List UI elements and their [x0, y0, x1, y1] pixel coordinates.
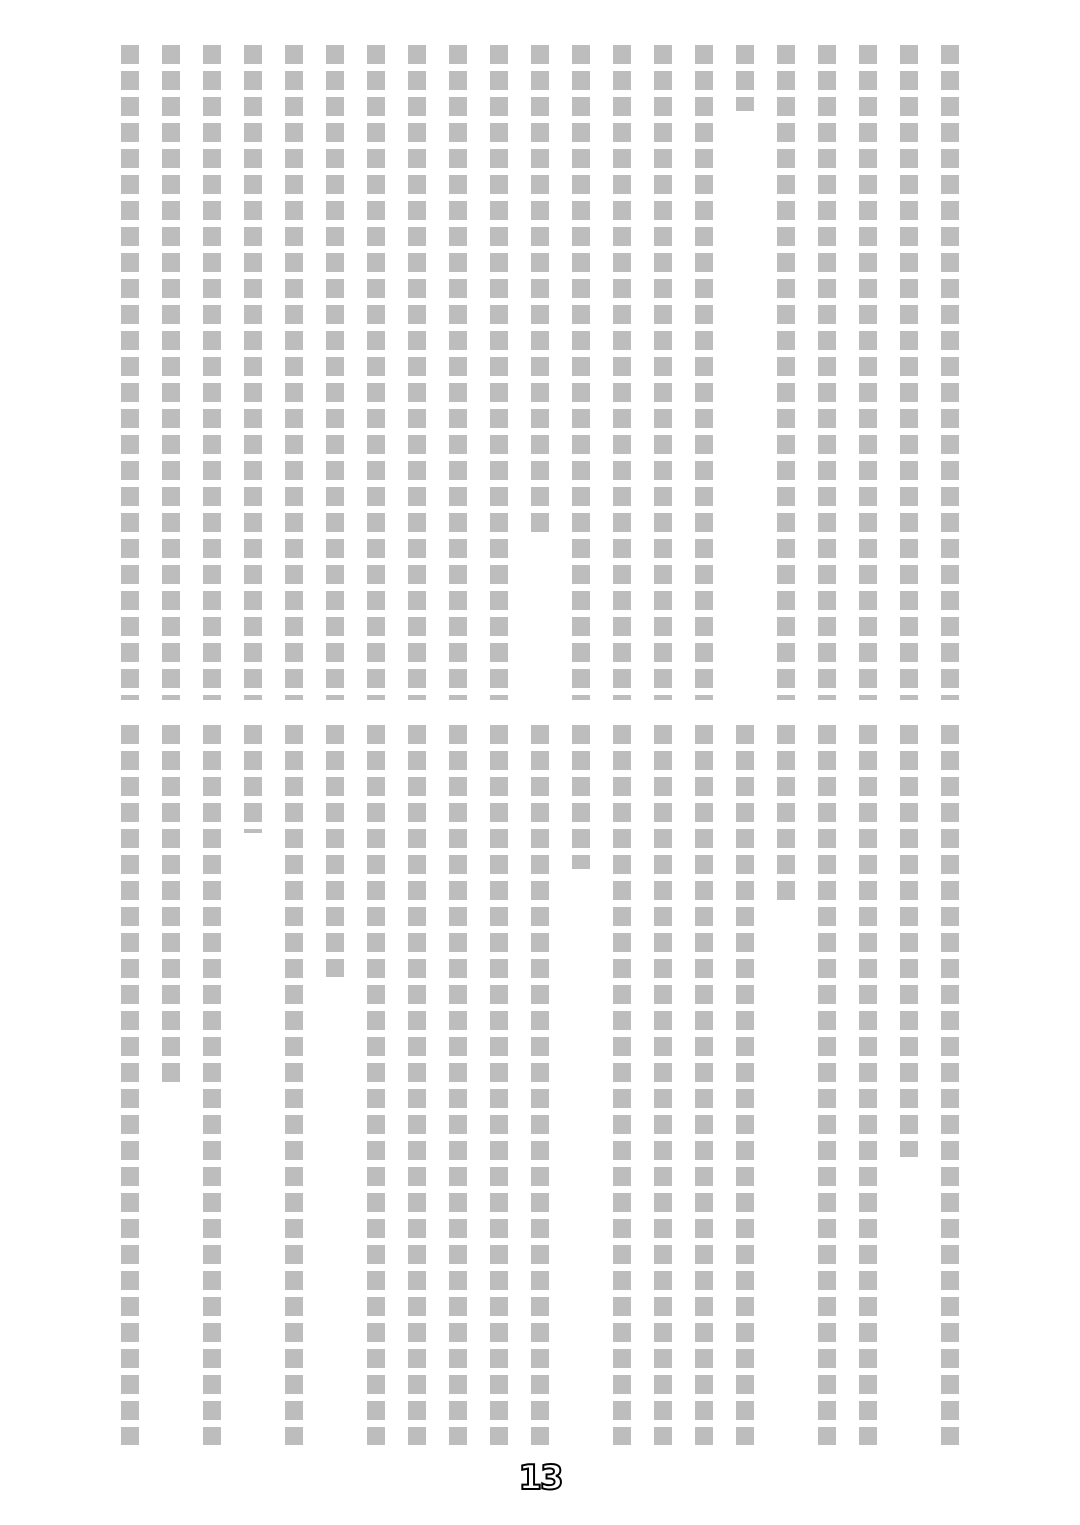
text-column [736, 45, 754, 111]
text-column [490, 45, 508, 700]
text-column [900, 45, 918, 700]
text-column [859, 45, 877, 700]
text-column [203, 45, 221, 700]
text-column [244, 725, 262, 833]
text-column [367, 725, 385, 1445]
text-column [326, 45, 344, 700]
text-column [285, 45, 303, 700]
text-column [941, 45, 959, 700]
text-column [695, 45, 713, 700]
text-block-lower [110, 725, 970, 1445]
text-column [736, 725, 754, 1445]
text-column [531, 45, 549, 536]
text-column [818, 45, 836, 700]
text-column [449, 725, 467, 1445]
text-column [408, 725, 426, 1445]
text-column [326, 725, 344, 977]
text-column [859, 725, 877, 1445]
text-column [572, 45, 590, 700]
text-column [654, 45, 672, 700]
text-column [777, 725, 795, 905]
text-column [490, 725, 508, 1445]
page-number: 13 [518, 1458, 562, 1498]
text-column [203, 725, 221, 1445]
text-column [408, 45, 426, 700]
text-column [613, 725, 631, 1445]
text-column [162, 45, 180, 700]
text-column [121, 45, 139, 700]
text-column [777, 45, 795, 700]
text-column [244, 45, 262, 700]
text-column [162, 725, 180, 1085]
text-column [900, 725, 918, 1157]
text-column [941, 725, 959, 1445]
text-column [695, 725, 713, 1445]
text-column [449, 45, 467, 700]
text-column [818, 725, 836, 1445]
text-column [121, 725, 139, 1445]
text-column [367, 45, 385, 700]
text-column [531, 725, 549, 1445]
text-column [285, 725, 303, 1445]
text-column [613, 45, 631, 700]
text-column [572, 725, 590, 869]
text-column [654, 725, 672, 1445]
text-block-upper [110, 45, 970, 700]
